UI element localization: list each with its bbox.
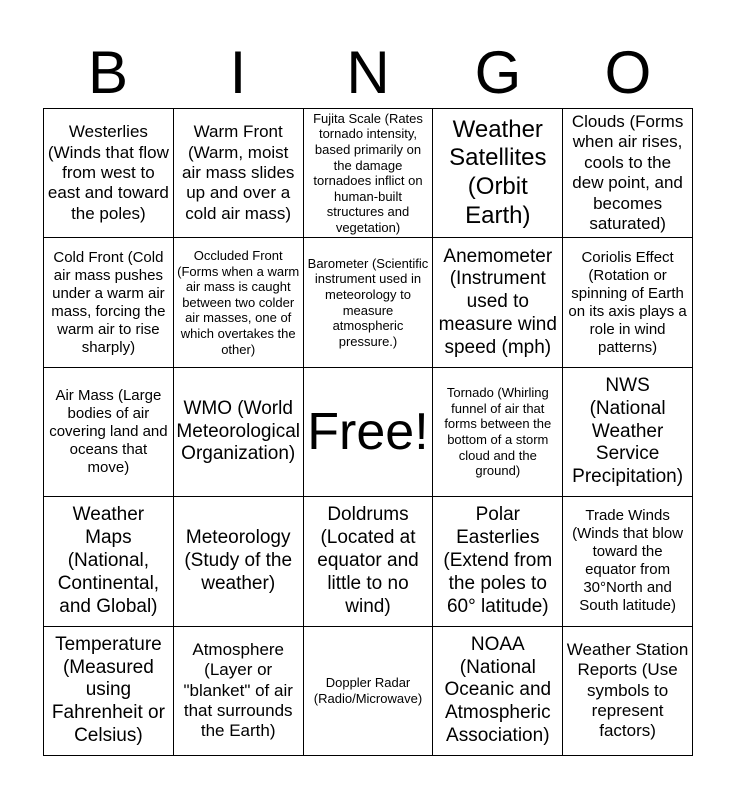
cell-text: Doldrums (Located at equator and little to no wind) — [317, 504, 419, 617]
cell-text: Barometer (Scientific instrument used in meteorology to measure atmospheric pressure.) — [307, 255, 429, 349]
cell-text: Coriolis Effect (Rotation or spinning of Earth on its axis plays a role in wind patterns) — [568, 248, 687, 356]
header-letter-i: I — [229, 39, 247, 106]
cell-text: Tornado (Whirling funnel of air that forms between the bottom of a storm cloud and the ground) — [444, 385, 552, 479]
bingo-cell — [174, 109, 304, 238]
bingo-cell — [44, 109, 174, 238]
bingo-cell — [304, 497, 434, 626]
bingo-cell — [563, 238, 693, 367]
bingo-cell — [174, 627, 304, 756]
bingo-cell — [563, 109, 693, 238]
cell-text: Clouds (Forms when air rises, cools to the dew point, and becomes saturated) — [571, 112, 684, 233]
bingo-grid — [43, 108, 693, 756]
cell-text: Weather Satellites (Orbit Earth) — [449, 115, 547, 229]
bingo-cell — [304, 109, 434, 238]
bingo-cell — [563, 368, 693, 497]
cell-text: Temperature (Measured using Fahrenheit or Celsius) — [51, 633, 165, 746]
bingo-cell — [44, 627, 174, 756]
free-space-cell — [304, 368, 434, 497]
cell-text: Warm Front (Warm, moist air mass slides up and over a cold air mass) — [181, 122, 295, 223]
cell-text: Air Mass (Large bodies of air covering land and oceans that move) — [49, 386, 168, 476]
bingo-cell — [174, 368, 304, 497]
cell-text: Weather Maps (National, Continental, and Global) — [57, 504, 160, 617]
cell-text: NOAA (National Oceanic and Atmospheric Association) — [444, 633, 552, 746]
bingo-cell — [174, 497, 304, 626]
free-space-text: Free! — [307, 402, 429, 461]
header-letter-b: B — [87, 39, 129, 106]
cell-text: Westerlies (Winds that flow from west to east and toward the poles) — [47, 122, 169, 223]
header-letter-o: O — [604, 39, 652, 106]
cell-text: Polar Easterlies (Extend from the poles to 60° latitude) — [443, 504, 553, 617]
bingo-cell — [433, 368, 563, 497]
cell-text: NWS (National Weather Service Precipitation) — [572, 375, 684, 488]
cell-text: Atmosphere (Layer or "blanket" of air that surrounds the Earth) — [183, 639, 293, 741]
cell-text: Fujita Scale (Rates tornado intensity, based primarily on the damage tornadoes inflict on human-built structures and vegetation) — [313, 110, 423, 235]
cell-text: Occluded Front (Forms when a warm air mass is caught between two colder air masses, one of which overtakes the other) — [177, 248, 300, 357]
bingo-cell — [44, 368, 174, 497]
cell-text: WMO (World Meteorological Organization) — [176, 397, 300, 465]
header-letter-g: G — [474, 39, 522, 106]
bingo-cell — [563, 627, 693, 756]
cell-text: Anemometer (Instrument used to measure wind speed (mph) — [438, 245, 557, 358]
bingo-cell — [433, 627, 563, 756]
bingo-cell — [174, 238, 304, 367]
cell-text: Cold Front (Cold air mass pushes under a warm air mass, forcing the warm air to rise sharply) — [51, 248, 166, 356]
cell-text: Meteorology (Study of the weather) — [184, 527, 293, 594]
header-letter-n: N — [346, 39, 390, 106]
bingo-cell — [44, 497, 174, 626]
bingo-cell — [44, 238, 174, 367]
cell-text: Weather Station Reports (Use symbols to represent factors) — [566, 639, 689, 741]
cell-text: Trade Winds (Winds that blow toward the equator from 30°North and South latitude) — [572, 507, 684, 615]
bingo-cell — [433, 109, 563, 238]
bingo-cell — [304, 627, 434, 756]
cell-text: Doppler Radar (Radio/Microwave) — [313, 675, 423, 706]
bingo-header — [43, 38, 693, 108]
bingo-cell — [304, 238, 434, 367]
bingo-cell — [433, 238, 563, 367]
bingo-cell — [563, 497, 693, 626]
bingo-cell — [433, 497, 563, 626]
